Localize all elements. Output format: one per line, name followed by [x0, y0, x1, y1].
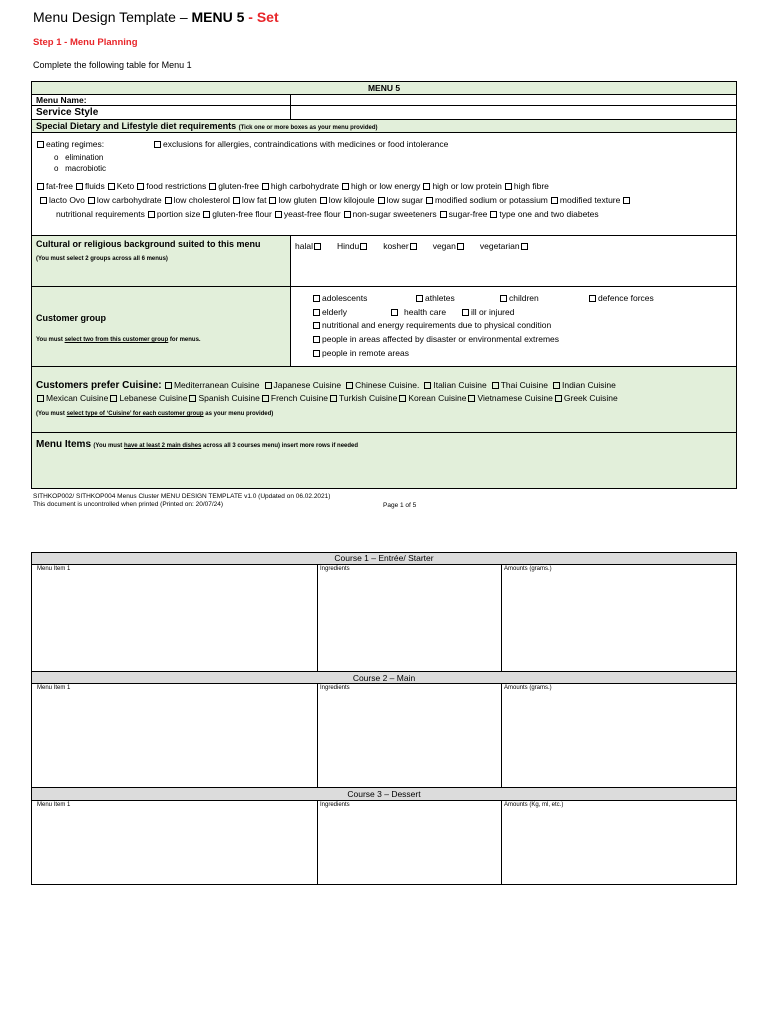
- title-suffix: - Set: [244, 9, 279, 25]
- checkbox[interactable]: [233, 197, 240, 204]
- option-label: Chinese Cuisine.: [355, 380, 420, 390]
- option-label: food restrictions: [146, 181, 207, 191]
- menu-name-label: Menu Name:: [32, 95, 291, 106]
- option: [425, 195, 548, 205]
- option: [202, 209, 272, 219]
- option-label: Hindu: [336, 241, 360, 251]
- dietary-heading: [32, 120, 736, 133]
- checkbox[interactable]: [346, 382, 353, 389]
- checkbox[interactable]: [490, 211, 497, 218]
- regime-item: o macrobiotic: [54, 164, 107, 173]
- course-3-heading: Course 3 – Dessert: [32, 787, 736, 801]
- option: [261, 393, 328, 403]
- checkbox[interactable]: [37, 395, 44, 402]
- menu-items-note: (You must have at least 2 main dishes across all 3 courses menu) insert more rows if needed: [93, 443, 359, 449]
- page-title: [33, 9, 279, 25]
- diet-row-1: [36, 181, 551, 191]
- option-label: yeast-free flour: [283, 209, 341, 219]
- option: [377, 195, 423, 205]
- option-label: Italian Cuisine: [433, 380, 487, 390]
- option: [489, 209, 598, 219]
- option-label: gluten-free: [218, 181, 259, 191]
- option: [107, 181, 135, 191]
- cultural-note: (You must select 2 groups across all 6 menus): [36, 256, 168, 262]
- option-label: vegetarian: [479, 241, 520, 251]
- option-label: athletes: [425, 293, 455, 303]
- course-3-col-ingredients: Ingredients: [320, 802, 350, 808]
- dietary-heading-text: Special Dietary and Lifestyle diet requirements: [36, 121, 237, 131]
- service-style-label: Service Style: [32, 106, 291, 120]
- cultural-label-cell: [32, 236, 291, 287]
- option-label: elderly: [322, 307, 348, 317]
- option-label: low cholesterol: [173, 195, 230, 205]
- checkbox[interactable]: [165, 382, 172, 389]
- option: [164, 195, 230, 205]
- course-1-col-amounts: Amounts (grams.): [504, 566, 552, 572]
- option-label: adolescents: [322, 293, 368, 303]
- option: [109, 393, 187, 403]
- option: [554, 393, 618, 403]
- option-label: Japanese Cuisine: [273, 380, 342, 390]
- checkbox[interactable]: [110, 395, 117, 402]
- course-1-col-menu-item: Menu Item 1: [37, 566, 71, 572]
- checkbox[interactable]: [399, 395, 406, 402]
- checkbox[interactable]: [148, 211, 155, 218]
- option: [87, 195, 162, 205]
- checkbox[interactable]: [320, 197, 327, 204]
- checkbox[interactable]: [426, 197, 433, 204]
- course-1-col-ingredients: Ingredients: [320, 566, 350, 572]
- option: [264, 380, 342, 390]
- option-label: Mexican Cuisine: [46, 393, 109, 403]
- checkbox[interactable]: [313, 322, 320, 329]
- option: [504, 181, 549, 191]
- checkbox[interactable]: [551, 197, 558, 204]
- option-label: people in remote areas: [322, 348, 409, 358]
- service-style-field[interactable]: [291, 106, 736, 120]
- option: [439, 209, 488, 219]
- option: [232, 195, 267, 205]
- checkbox[interactable]: [262, 395, 269, 402]
- option: [208, 181, 259, 191]
- course-1-heading: Course 1 – Entrée/ Starter: [32, 553, 736, 565]
- checkbox[interactable]: [165, 197, 172, 204]
- checkbox[interactable]: [275, 211, 282, 218]
- option-label: Korean Cuisine: [408, 393, 467, 403]
- checkbox[interactable]: [262, 183, 269, 190]
- checkbox[interactable]: [416, 295, 423, 302]
- option-label: Vietnamese Cuisine: [477, 393, 553, 403]
- checkbox[interactable]: [137, 183, 144, 190]
- dietary-section: [32, 133, 736, 236]
- option-label: high carbohydrate: [270, 181, 339, 191]
- title-prefix: Menu Design Template –: [33, 9, 192, 25]
- option: [274, 209, 341, 219]
- courses-table: [31, 552, 737, 885]
- checkbox[interactable]: [500, 295, 507, 302]
- checkbox[interactable]: [360, 243, 367, 250]
- checkbox[interactable]: [203, 211, 210, 218]
- menu-items-label: Menu Items: [36, 439, 92, 450]
- checkbox[interactable]: [423, 183, 430, 190]
- step-heading: Step 1 - Menu Planning: [33, 37, 138, 48]
- option-label: nutritional requirements: [56, 209, 145, 219]
- course-2-col-menu-item: Menu Item 1: [37, 685, 71, 691]
- option-label: portion size: [156, 209, 201, 219]
- checkbox[interactable]: [505, 183, 512, 190]
- option: [268, 195, 316, 205]
- option: [75, 181, 105, 191]
- course-2-col-ingredients: Ingredients: [320, 685, 350, 691]
- checkbox[interactable]: [492, 382, 499, 389]
- option-label: low fat: [241, 195, 267, 205]
- option-label: low gluten: [278, 195, 317, 205]
- option-label: Greek Cuisine: [563, 393, 618, 403]
- cuisine-note: (You must select type of ‘Cuisine’ for each customer group as your menu provided): [36, 411, 274, 417]
- checkbox[interactable]: [553, 382, 560, 389]
- checkbox[interactable]: [589, 295, 596, 302]
- checkbox[interactable]: [313, 350, 320, 357]
- cuisine-section: [32, 367, 736, 433]
- option-label: high or low protein: [432, 181, 502, 191]
- checkbox[interactable]: [457, 243, 464, 250]
- option: [345, 380, 419, 390]
- option-label: Indian Cuisine: [561, 380, 616, 390]
- option-label: high or low energy: [350, 181, 421, 191]
- option-label: lacto Ovo: [49, 195, 85, 205]
- footer-line-2: This document is uncontrolled when printed (Printed on: 20/07/24): [33, 501, 224, 508]
- checkbox[interactable]: [209, 183, 216, 190]
- option-label: modified sodium or potassium: [434, 195, 548, 205]
- checkbox[interactable]: [468, 395, 475, 402]
- option: [491, 380, 548, 390]
- option: [295, 241, 323, 251]
- checkbox[interactable]: [189, 395, 196, 402]
- checkbox[interactable]: [521, 243, 528, 250]
- option-label: low carbohydrate: [96, 195, 162, 205]
- checkbox[interactable]: [314, 243, 321, 250]
- checkbox[interactable]: [555, 395, 562, 402]
- checkbox[interactable]: [37, 183, 44, 190]
- option: [383, 241, 419, 251]
- cultural-options: [291, 236, 736, 287]
- option: [423, 380, 486, 390]
- exclusions-label: exclusions for allergies, contraindications with medicines or food intolerance: [163, 139, 449, 149]
- checkbox[interactable]: [424, 382, 431, 389]
- checkbox[interactable]: [40, 197, 47, 204]
- page-number: Page 1 of 5: [383, 502, 417, 509]
- checkbox[interactable]: [313, 309, 320, 316]
- option-label: defence forces: [598, 293, 654, 303]
- option-label: fluids: [84, 181, 105, 191]
- menu-planning-table: [31, 81, 737, 489]
- option: [136, 181, 206, 191]
- option: [433, 241, 466, 251]
- option-label: Thai Cuisine: [500, 380, 548, 390]
- option: [39, 195, 85, 205]
- option: [552, 380, 616, 390]
- option-label: sugar-free: [448, 209, 488, 219]
- checkbox[interactable]: [462, 309, 469, 316]
- option-label: fat-free: [46, 181, 73, 191]
- checkbox[interactable]: [391, 309, 398, 316]
- option-label: children: [509, 293, 539, 303]
- option-label: low sugar: [386, 195, 423, 205]
- option: [343, 209, 437, 219]
- option: [261, 181, 339, 191]
- option-label: modified texture: [559, 195, 621, 205]
- table-heading: MENU 5: [32, 82, 736, 95]
- eating-regimes-label: eating regimes:: [46, 139, 105, 149]
- checkbox[interactable]: [378, 197, 385, 204]
- cultural-label: Cultural or religious background suited to this menu: [36, 239, 261, 249]
- customer-group-label-cell: [32, 287, 291, 367]
- option-label: non-sugar sweeteners: [352, 209, 437, 219]
- checkbox[interactable]: [108, 183, 115, 190]
- option-label: Keto: [116, 181, 135, 191]
- course-2-col-amounts: Amounts (grams.): [504, 685, 552, 691]
- option-label: type one and two diabetes: [499, 209, 599, 219]
- option: [341, 181, 420, 191]
- option: [422, 181, 501, 191]
- course-2-heading: Course 2 – Main: [32, 671, 736, 684]
- checkbox[interactable]: [154, 141, 161, 148]
- intro-text: Complete the following table for Menu 1: [33, 60, 192, 70]
- checkbox[interactable]: [37, 141, 44, 148]
- option: [36, 393, 108, 403]
- checkbox[interactable]: [330, 395, 337, 402]
- option-label: vegan: [432, 241, 456, 251]
- option-label: Spanish Cuisine: [198, 393, 260, 403]
- option: [147, 209, 200, 219]
- option-label: ill or injured: [471, 307, 515, 317]
- option-label: kosher: [383, 241, 409, 251]
- checkbox[interactable]: [88, 197, 95, 204]
- option-label: halal: [295, 241, 313, 251]
- checkbox[interactable]: [623, 197, 630, 204]
- dietary-note: (Tick one or more boxes as your menu provided): [238, 125, 378, 131]
- option: [36, 181, 73, 191]
- option: [56, 209, 145, 219]
- option: [480, 241, 530, 251]
- option-label: high fibre: [513, 181, 549, 191]
- diet-row-3: [56, 209, 601, 219]
- option: [337, 241, 369, 251]
- checkbox[interactable]: [410, 243, 417, 250]
- option: [319, 195, 375, 205]
- option-label: low kilojoule: [328, 195, 375, 205]
- option: [550, 195, 620, 205]
- title-menu: MENU 5: [191, 9, 245, 25]
- diet-row-2: [39, 195, 632, 205]
- option-label: Lebanese Cuisine: [119, 393, 188, 403]
- option-label: Turkish Cuisine: [339, 393, 398, 403]
- checkbox[interactable]: [342, 183, 349, 190]
- customer-group-options: [291, 287, 736, 367]
- checkbox[interactable]: [269, 197, 276, 204]
- option-label: people in areas affected by disaster or environmental extremes: [322, 334, 560, 344]
- option-label: nutritional and energy requirements due to physical condition: [322, 320, 552, 330]
- option-label: French Cuisine: [270, 393, 329, 403]
- course-3-col-menu-item: Menu Item 1: [37, 802, 71, 808]
- option: [467, 393, 552, 403]
- customer-group-note: You must select two from this customer group for menus.: [36, 337, 201, 343]
- cuisine-label: Customers prefer Cuisine:: [36, 380, 162, 391]
- option: [398, 393, 466, 403]
- option: [164, 380, 260, 390]
- checkbox[interactable]: [344, 211, 351, 218]
- footer-line-1: SITHKOP002/ SITHKOP004 Menus Cluster MENU DESIGN TEMPLATE v1.0 (Updated on 06.02.2021): [33, 493, 331, 500]
- option-label: Mediterranean Cuisine: [173, 380, 260, 390]
- checkbox[interactable]: [265, 382, 272, 389]
- option-label: health care: [404, 307, 447, 317]
- regime-item: o elimination: [54, 153, 104, 162]
- menu-name-field[interactable]: [291, 95, 736, 106]
- checkbox[interactable]: [440, 211, 447, 218]
- option: [329, 393, 397, 403]
- option: [188, 393, 259, 403]
- course-3-col-amounts: Amounts (Kg, ml, etc.): [504, 802, 564, 808]
- menu-items-section: [32, 433, 736, 488]
- option-label: gluten-free flour: [212, 209, 272, 219]
- customer-group-label: Customer group: [36, 313, 107, 323]
- checkbox[interactable]: [313, 336, 320, 343]
- checkbox[interactable]: [313, 295, 320, 302]
- checkbox[interactable]: [76, 183, 83, 190]
